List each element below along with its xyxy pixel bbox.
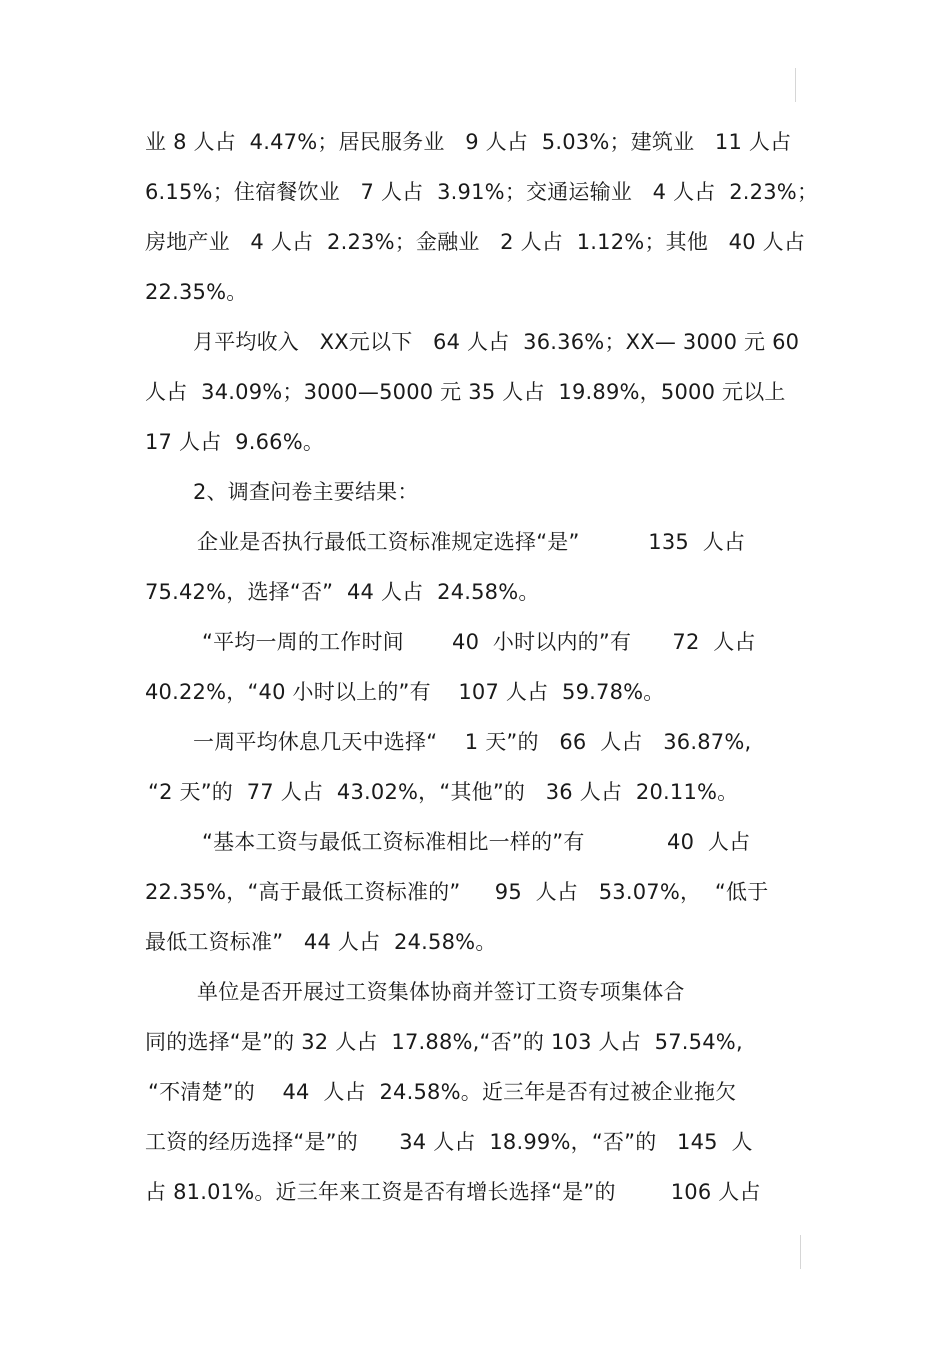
text-line: 6.15%；住宿餐饮业 7 人占 3.91%；交通运输业 4 人占 2.23%； [145, 180, 819, 204]
text-line: 人占 34.09%；3000—5000 元 35 人占 19.89%，5000 元以上 [145, 380, 786, 404]
text-line: 房地产业 4 人占 2.23%；金融业 2 人占 1.12%；其他 40 人占 [145, 230, 806, 254]
text-line: 17 人占 9.66%。 [145, 430, 325, 454]
text-line: 月平均收入 XX元以下 64 人占 36.36%；XX— 3000 元 60 [193, 330, 800, 354]
text-line: 同的选择“是”的 32 人占 17.88%,“否”的 103 人占 57.54%, [145, 1030, 743, 1054]
text-line: 一周平均休息几天中选择“ 1 天”的 66 人占 36.87%, [193, 730, 752, 754]
text-line: 22.35%，“高于最低工资标准的” 95 人占 53.07%， “低于 [145, 880, 769, 904]
margin-mark-top [795, 68, 796, 102]
margin-mark-bottom [800, 1235, 801, 1269]
text-line: “2 天”的 77 人占 43.02%，“其他”的 36 人占 20.11%。 [148, 780, 739, 804]
text-line: 业 8 人占 4.47%；居民服务业 9 人占 5.03%；建筑业 11 人占 [145, 130, 792, 154]
text-line: 40.22%，“40 小时以上的”有 107 人占 59.78%。 [145, 680, 665, 704]
section-heading: 2、调查问卷主要结果： [193, 480, 419, 504]
text-line: “平均一周的工作时间 40 小时以内的”有 72 人占 [202, 630, 756, 654]
text-line: 22.35%。 [145, 280, 248, 304]
text-line: 单位是否开展过工资集体协商并签订工资专项集体合 [197, 980, 685, 1004]
text-line: 工资的经历选择“是”的 34 人占 18.99%，“否”的 145 人 [145, 1130, 753, 1154]
text-line: “基本工资与最低工资标准相比一样的”有 40 人占 [202, 830, 751, 854]
text-line: 企业是否执行最低工资标准规定选择“是” 135 人占 [197, 530, 746, 554]
text-line: 最低工资标准” 44 人占 24.58%。 [145, 930, 497, 954]
text-line: “不清楚”的 44 人占 24.58%。近三年是否有过被企业拖欠 [148, 1080, 737, 1104]
text-line: 75.42%，选择“否” 44 人占 24.58%。 [145, 580, 540, 604]
text-line: 占 81.01%。近三年来工资是否有增长选择“是”的 106 人占 [145, 1180, 761, 1204]
